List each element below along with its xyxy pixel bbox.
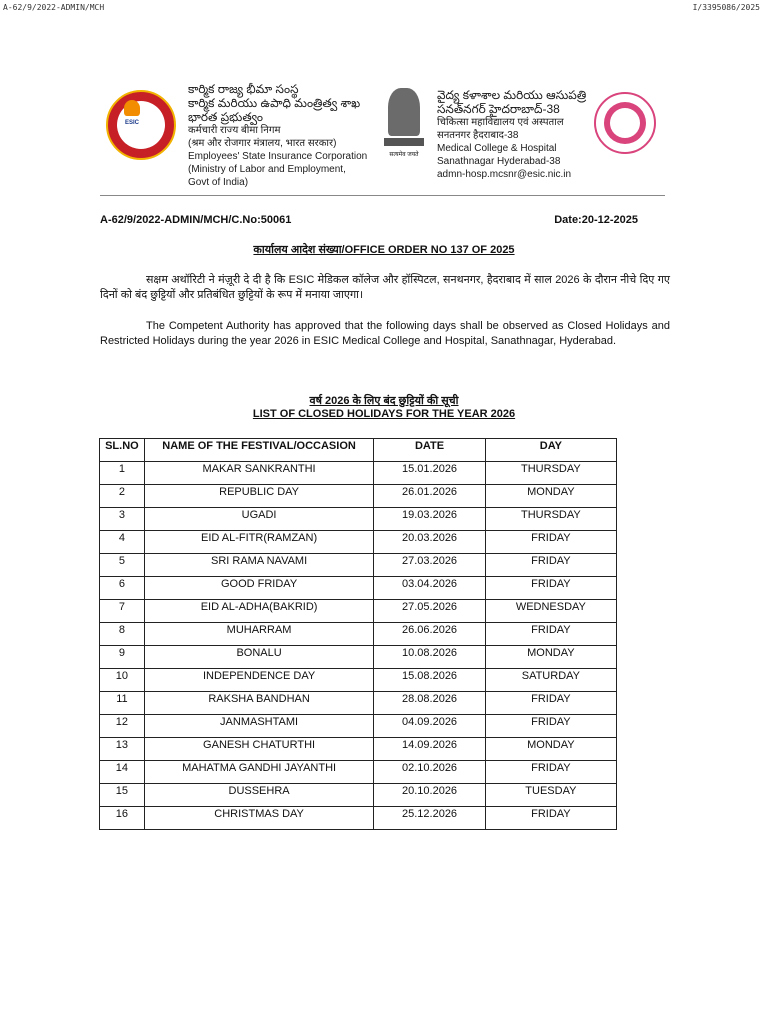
cell-date: 02.10.2026 [374, 761, 485, 784]
list-title-hindi: वर्ष 2026 के लिए बंद छुट्टियों की सूची [309, 395, 459, 407]
table-row [100, 462, 617, 485]
cell-name: EID AL-FITR(RAMZAN) [144, 531, 374, 554]
cell-name: EID AL-ADHA(BAKRID) [144, 600, 374, 623]
cell-name: UGADI [144, 508, 374, 531]
cell-slno: 15 [100, 784, 145, 807]
table-row [100, 600, 617, 623]
file-reference-right: I/3395086/2025 [692, 3, 760, 12]
cell-slno: 7 [100, 600, 145, 623]
cell-slno: 10 [100, 669, 145, 692]
cell-day: FRIDAY [485, 531, 616, 554]
table-row [100, 623, 617, 646]
cell-name: SRI RAMA NAVAMI [144, 554, 374, 577]
cell-day: MONDAY [485, 485, 616, 508]
cell-slno: 1 [100, 462, 145, 485]
cell-date: 20.10.2026 [374, 784, 485, 807]
cell-name: MAHATMA GANDHI JAYANTHI [144, 761, 374, 784]
table-row [100, 761, 617, 784]
cell-name: INDEPENDENCE DAY [144, 669, 374, 692]
table-row [100, 485, 617, 508]
cell-name: BONALU [144, 646, 374, 669]
cell-name: RAKSHA BANDHAN [144, 692, 374, 715]
table-row [100, 807, 617, 830]
hindi-line: (श्रम और रोजगार मंत्रालय, भारत सरकार) [188, 138, 337, 149]
table-header-row [100, 439, 617, 462]
order-date: Date:20-12-2025 [554, 214, 638, 226]
order-title: कार्यालय आदेश संख्या/OFFICE ORDER NO 137 OF 2025 [253, 244, 515, 256]
holiday-table [99, 438, 617, 830]
reference-line [100, 214, 638, 226]
cell-day: FRIDAY [485, 692, 616, 715]
esic-logo [106, 90, 176, 160]
letterhead-left-text [188, 82, 367, 189]
table-row [100, 692, 617, 715]
table-row [100, 554, 617, 577]
cell-slno: 13 [100, 738, 145, 761]
table-row [100, 531, 617, 554]
cell-day: MONDAY [485, 738, 616, 761]
english-line: Govt of India) [188, 177, 249, 188]
cell-slno: 2 [100, 485, 145, 508]
header-day: DAY [485, 439, 616, 462]
cell-date: 28.08.2026 [374, 692, 485, 715]
cell-date: 26.01.2026 [374, 485, 485, 508]
cell-date: 14.09.2026 [374, 738, 485, 761]
table-row [100, 715, 617, 738]
reference-number: A-62/9/2022-ADMIN/MCH/C.No:50061 [100, 214, 292, 226]
cell-name: REPUBLIC DAY [144, 485, 374, 508]
cell-name: GOOD FRIDAY [144, 577, 374, 600]
table-row [100, 738, 617, 761]
cell-slno: 14 [100, 761, 145, 784]
cell-name: GANESH CHATURTHI [144, 738, 374, 761]
file-reference-left: A-62/9/2022-ADMIN/MCH [3, 3, 105, 12]
table-row [100, 784, 617, 807]
letterhead-right-text [437, 88, 586, 181]
cell-day: MONDAY [485, 646, 616, 669]
cell-date: 04.09.2026 [374, 715, 485, 738]
cell-day: THURSDAY [485, 508, 616, 531]
cell-date: 20.03.2026 [374, 531, 485, 554]
cell-name: JANMASHTAMI [144, 715, 374, 738]
cell-date: 27.05.2026 [374, 600, 485, 623]
cell-slno: 16 [100, 807, 145, 830]
table-row [100, 508, 617, 531]
cell-slno: 8 [100, 623, 145, 646]
cell-slno: 11 [100, 692, 145, 715]
telugu-line: వైద్య కళాశాల మరియు ఆసుపత్రి [437, 88, 587, 102]
cell-name: MAKAR SANKRANTHI [144, 462, 374, 485]
pdf-page-header [0, 0, 768, 16]
paragraph-english: The Competent Authority has approved that the following days shall be observed as Closed Holidays and Restricted Holidays during the year 2026 in ESIC Medical College and Hospital, Sanathnagar, Hyderabad. [100, 320, 670, 347]
header-name: NAME OF THE FESTIVAL/OCCASION [144, 439, 374, 462]
cell-date: 10.08.2026 [374, 646, 485, 669]
cell-name: MUHARRAM [144, 623, 374, 646]
paragraph-hindi: सक्षम अथॉरिटी ने मंज़ूरी दे दी है कि ESIC मेडिकल कॉलेज और हॉस्पिटल, सनथनगर, हैदराबाद में साल 2026 के दौरान नीचे दिए गए दिनों को बंद छुट्टियों और प्रतिबंधित छुट्टियों के रूप में मनाया जाएगा। [100, 274, 670, 301]
hindi-line: चिकित्सा महाविद्यालय एवं अस्पताल [437, 117, 564, 128]
header-date: DATE [374, 439, 485, 462]
national-emblem-icon [382, 86, 426, 162]
cell-date: 15.01.2026 [374, 462, 485, 485]
header-slno: SL.NO [100, 439, 145, 462]
table-row [100, 646, 617, 669]
cell-day: FRIDAY [485, 761, 616, 784]
cell-day: FRIDAY [485, 623, 616, 646]
cell-slno: 12 [100, 715, 145, 738]
cell-slno: 9 [100, 646, 145, 669]
cell-slno: 6 [100, 577, 145, 600]
hindi-line: कर्मचारी राज्य बीमा निगम [188, 125, 281, 136]
emblem-motto: सत्यमेव जयते [389, 152, 419, 158]
cell-day: SATURDAY [485, 669, 616, 692]
cell-name: CHRISTMAS DAY [144, 807, 374, 830]
english-line: Medical College & Hospital [437, 143, 557, 154]
cell-name: DUSSEHRA [144, 784, 374, 807]
english-line: Sanathnagar Hyderabad-38 [437, 156, 561, 167]
lamp-icon [124, 100, 140, 116]
letterhead-divider [100, 195, 665, 196]
hindi-line: सनतनगर हैदराबाद-38 [437, 130, 519, 141]
cell-day: FRIDAY [485, 554, 616, 577]
cell-day: FRIDAY [485, 715, 616, 738]
cell-date: 03.04.2026 [374, 577, 485, 600]
email-line: admn-hosp.mcsnr@esic.nic.in [437, 169, 572, 180]
table-row [100, 577, 617, 600]
telugu-line: కార్మిక మరియు ఉపాధి మంత్రిత్వ శాఖ [188, 96, 361, 110]
cell-date: 15.08.2026 [374, 669, 485, 692]
cell-day: TUESDAY [485, 784, 616, 807]
telugu-line: భారత ప్రభుత్వం [188, 110, 263, 124]
cell-date: 25.12.2026 [374, 807, 485, 830]
cell-day: WEDNESDAY [485, 600, 616, 623]
table-body [100, 462, 617, 830]
cell-date: 19.03.2026 [374, 508, 485, 531]
cell-day: FRIDAY [485, 807, 616, 830]
esic-logo-label: ESIC [124, 120, 139, 126]
cell-slno: 5 [100, 554, 145, 577]
cell-slno: 4 [100, 531, 145, 554]
english-line: (Ministry of Labor and Employment, [188, 164, 346, 175]
letterhead [100, 80, 665, 198]
nabh-label: NABH [616, 130, 634, 136]
telugu-line: కార్మిక రాజ్య భీమా సంస్థ [188, 82, 299, 96]
cell-day: THURSDAY [485, 462, 616, 485]
table-row [100, 669, 617, 692]
cell-date: 27.03.2026 [374, 554, 485, 577]
telugu-line: సనత్‌నగర్ హైదరాబాద్-38 [437, 102, 560, 116]
cell-day: FRIDAY [485, 577, 616, 600]
nabh-logo [594, 92, 656, 154]
list-title-english: LIST OF CLOSED HOLIDAYS FOR THE YEAR 2026 [252, 408, 516, 420]
english-line: Employees' State Insurance Corporation [188, 151, 368, 162]
cell-date: 26.06.2026 [374, 623, 485, 646]
cell-slno: 3 [100, 508, 145, 531]
